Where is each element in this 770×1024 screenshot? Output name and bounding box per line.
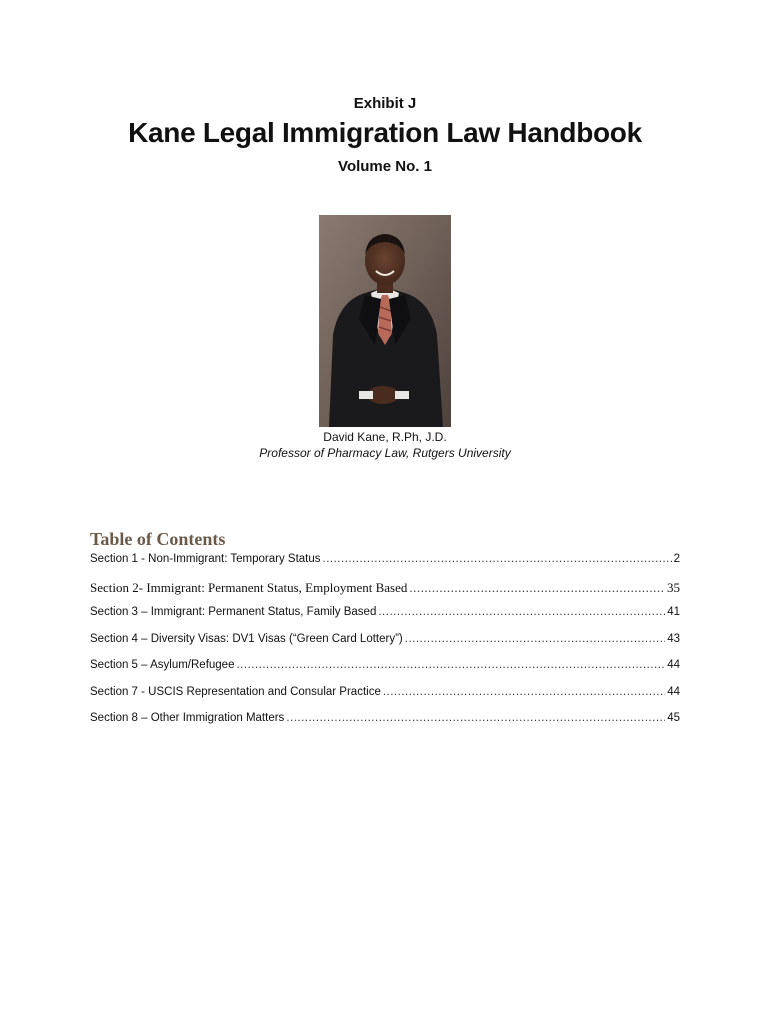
toc-entry-label: Section 2- Immigrant: Permanent Status, Employment Based [90, 579, 408, 595]
author-affiliation: Professor of Pharmacy Law, Rutgers University [259, 446, 511, 460]
toc-entry-page: 35 [667, 579, 680, 595]
toc-entry[interactable] [90, 553, 680, 580]
toc-entry-label: Section 3 – Immigrant: Permanent Status, Family Based [90, 606, 377, 618]
toc-entry-page: 41 [667, 606, 680, 618]
toc-leader-dots [323, 553, 672, 565]
toc-entry[interactable] [90, 659, 680, 686]
toc-entry-page: 44 [667, 659, 680, 671]
toc-entry-label: Section 8 – Other Immigration Matters [90, 712, 285, 724]
toc-entry[interactable] [90, 606, 680, 633]
handbook-title: Kane Legal Immigration Law Handbook [128, 117, 642, 148]
toc-leader-dots [378, 606, 665, 618]
toc-entry-page: 44 [667, 685, 680, 698]
author-name: David Kane, R.Ph, J.D. [323, 430, 447, 444]
author-portrait [319, 215, 451, 427]
exhibit-label: Exhibit J [353, 95, 417, 112]
toc-entry[interactable] [90, 686, 680, 713]
toc-heading: Table of Contents [90, 529, 226, 549]
volume-label: Volume No. 1 [338, 158, 432, 175]
toc-leader-dots [405, 633, 665, 645]
toc-entry[interactable] [90, 712, 680, 739]
toc-entry-label: Section 7 - USCIS Representation and Consular Practice [90, 685, 381, 698]
toc-leader-dots [286, 712, 665, 724]
toc-entry[interactable] [90, 633, 680, 660]
toc-entry-page: 43 [667, 632, 680, 645]
toc-entry-page: 45 [667, 712, 680, 724]
toc-leader-dots [383, 686, 665, 698]
toc-entry-label: Section 5 – Asylum/Refugee [90, 659, 235, 671]
toc-leader-dots [236, 659, 665, 671]
toc-entry-label: Section 4 – Diversity Visas: DV1 Visas (“Green Card Lottery”) [90, 632, 403, 645]
toc-entry-label: Section 1 - Non-Immigrant: Temporary Status [90, 553, 321, 565]
toc-entry[interactable] [90, 580, 680, 607]
table-of-contents [90, 553, 680, 739]
toc-entry-page: 2 [673, 553, 680, 565]
toc-leader-dots [409, 580, 665, 596]
